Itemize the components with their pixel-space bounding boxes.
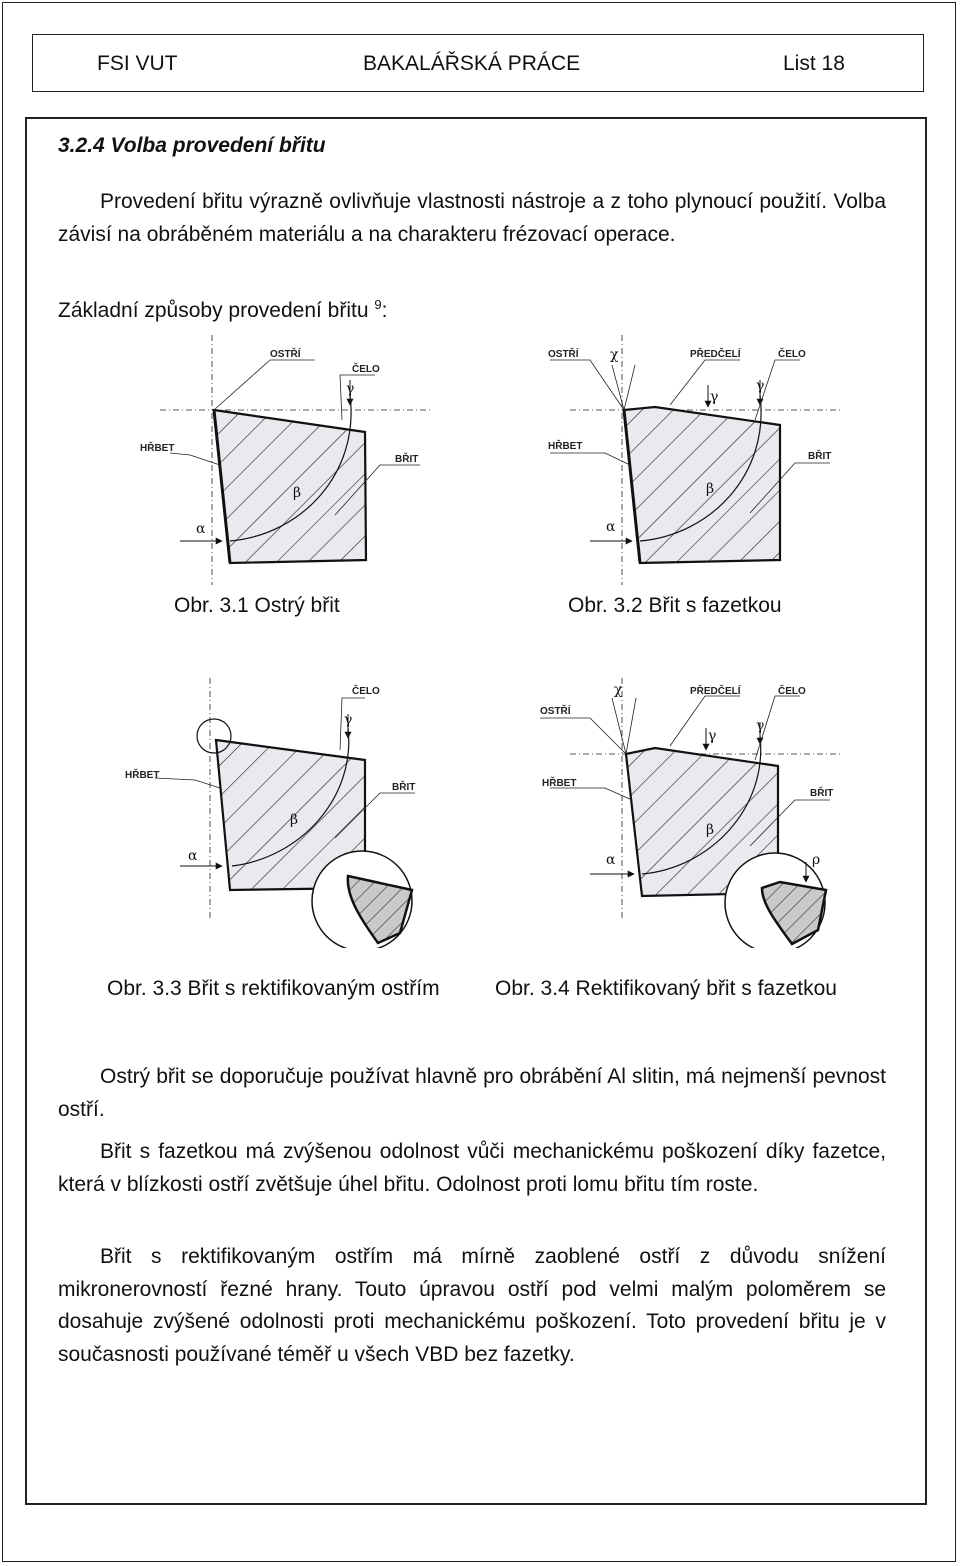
symbol-alpha: α (606, 852, 616, 868)
symbol-beta: β (293, 485, 302, 501)
symbol-gamma: γ (756, 718, 765, 734)
paragraph-honed-edge: Břit s rektifikovaným ostřím má mírně zaoblené ostří z důvodu snížení mikronerovností řezné hrany. Touto úpravou ostří pod velmi malým poloměrem se dosahuje zvýšené odolnosti proti mechanickému poškození. Toto provedení břitu je v současnosti používané téměř u všech VBD bez fazetky. (58, 1245, 886, 1366)
basic-types-colon: : (381, 299, 388, 322)
symbol-rho: ρ (812, 852, 821, 868)
symbol-alpha: α (188, 848, 198, 864)
symbol-alpha: α (606, 519, 616, 535)
label-hrbet: HŘBET (542, 778, 577, 789)
header-page-number: List 18 (783, 52, 845, 75)
header-institution: FSI VUT (97, 52, 178, 75)
symbol-beta: β (706, 822, 715, 838)
label-celo: ČELO (352, 686, 380, 697)
label-hrbet: HŘBET (548, 441, 583, 452)
label-predceli: PŘEDČELÍ (690, 349, 741, 360)
symbol-chi: χ (610, 347, 619, 363)
header-thesis-type: BAKALÁŘSKÁ PRÁCE (363, 52, 581, 75)
caption-fig-3-4: Obr. 3.4 Rektifikovaný břit s fazetkou (495, 977, 837, 1000)
symbol-gamma: γ (346, 381, 355, 397)
paragraph-faceted-edge: Břit s fazetkou má zvýšenou odolnost vůči mechanickému poškození díky fazetce, která v blízkosti ostří zvětšuje úhel břitu. Odolnost proti lomu břitu tím roste. (58, 1140, 886, 1196)
symbol-gamma-face: γ (708, 728, 717, 744)
label-ostri: OSTŘÍ (548, 349, 579, 360)
label-brit: BŘIT (395, 454, 419, 465)
label-celo: ČELO (352, 364, 380, 375)
symbol-beta: β (290, 812, 299, 828)
section-title: 3.2.4 Volba provedení břitu (58, 134, 326, 157)
figure-honed-edge (120, 678, 430, 948)
page-header (32, 34, 924, 92)
symbol-gamma-face: γ (710, 389, 719, 405)
label-ostri: OSTŘÍ (540, 706, 571, 717)
label-brit: BŘIT (808, 451, 832, 462)
symbol-gamma: γ (344, 712, 353, 728)
symbol-chi: χ (614, 682, 623, 698)
label-hrbet: HŘBET (140, 443, 175, 454)
basic-types-text: Základní způsoby provedení břitu (58, 299, 369, 322)
caption-fig-3-1: Obr. 3.1 Ostrý břit (174, 594, 340, 617)
symbol-gamma: γ (756, 378, 765, 394)
label-ostri: OSTŘÍ (270, 349, 301, 360)
label-brit: BŘIT (810, 788, 834, 799)
symbol-beta: β (706, 481, 715, 497)
label-predceli: PŘEDČELÍ (690, 686, 741, 697)
basic-types-line (58, 297, 387, 323)
figure-faceted-edge (530, 335, 850, 585)
label-hrbet: HŘBET (125, 770, 160, 781)
figure-sharp-edge (130, 335, 440, 585)
intro-paragraph: Provedení břitu výrazně ovlivňuje vlastnosti nástroje a z toho plynoucí použití. Volba závisí na obráběném materiálu a na charakteru frézovací operace. (58, 190, 886, 246)
label-brit: BŘIT (392, 782, 416, 793)
paragraph-sharp-edge: Ostrý břit se doporučuje používat hlavně pro obrábění Al slitin, má nejmenší pevnost ostří. (58, 1065, 886, 1121)
label-celo: ČELO (778, 349, 806, 360)
caption-fig-3-2: Obr. 3.2 Břit s fazetkou (568, 594, 782, 617)
label-celo: ČELO (778, 686, 806, 697)
citation-ref: 9 (374, 297, 382, 312)
caption-fig-3-3: Obr. 3.3 Břit s rektifikovaným ostřím (107, 977, 440, 1000)
figure-honed-faceted-edge (530, 678, 850, 948)
symbol-alpha: α (196, 521, 206, 537)
